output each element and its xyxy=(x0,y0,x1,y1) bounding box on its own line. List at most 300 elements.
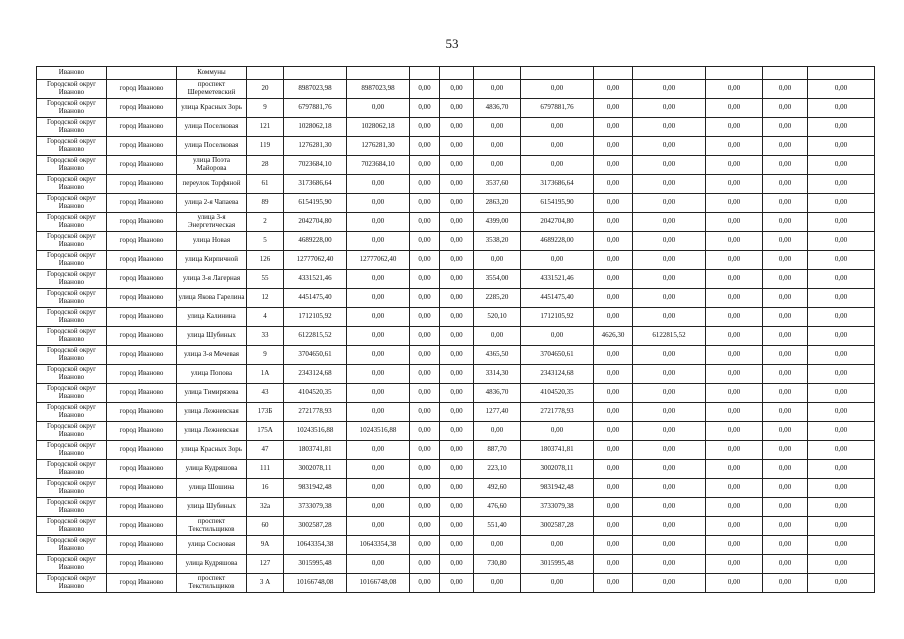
table-cell xyxy=(474,67,521,80)
table-cell: 0,00 xyxy=(410,194,440,213)
table-cell: 7023684,10 xyxy=(284,156,347,175)
table-cell: 0,00 xyxy=(763,213,808,232)
table-cell: улица Лежневская xyxy=(177,422,247,441)
table-cell: город Иваново xyxy=(107,384,177,403)
table-cell: 119 xyxy=(247,137,284,156)
table-row xyxy=(37,175,875,194)
table-cell: 0,00 xyxy=(440,574,474,593)
table-cell: 47 xyxy=(247,441,284,460)
table-cell: 0,00 xyxy=(594,365,633,384)
table-cell: 28 xyxy=(247,156,284,175)
table-cell: 0,00 xyxy=(474,574,521,593)
table-cell: 0,00 xyxy=(763,194,808,213)
table-cell: город Иваново xyxy=(107,365,177,384)
table-cell: Городской округ Иваново xyxy=(37,517,107,536)
table-cell: 0,00 xyxy=(440,137,474,156)
table-cell: 0,00 xyxy=(440,251,474,270)
table-row xyxy=(37,403,875,422)
table-row xyxy=(37,118,875,137)
table-cell: 173Б xyxy=(247,403,284,422)
table-cell: 0,00 xyxy=(763,498,808,517)
table-cell: 6797881,76 xyxy=(284,99,347,118)
table-cell: 0,00 xyxy=(347,517,410,536)
table-cell: проспект Шереметевский xyxy=(177,80,247,99)
table-cell: 0,00 xyxy=(706,460,763,479)
table-cell: 0,00 xyxy=(440,232,474,251)
table-cell: улица Новая xyxy=(177,232,247,251)
table-cell: 492,60 xyxy=(474,479,521,498)
table-cell: 2343124,68 xyxy=(521,365,594,384)
table-cell: 32а xyxy=(247,498,284,517)
table-cell: Городской округ Иваново xyxy=(37,213,107,232)
table-cell: 0,00 xyxy=(347,555,410,574)
table-cell: Городской округ Иваново xyxy=(37,403,107,422)
table-cell xyxy=(440,67,474,80)
table-cell: 0,00 xyxy=(440,479,474,498)
table-cell: город Иваново xyxy=(107,194,177,213)
table-cell: 2721778,93 xyxy=(284,403,347,422)
table-cell: 0,00 xyxy=(594,232,633,251)
table-cell: 0,00 xyxy=(410,251,440,270)
table-cell: город Иваново xyxy=(107,80,177,99)
table-cell: 0,00 xyxy=(521,536,594,555)
table-cell: Городской округ Иваново xyxy=(37,441,107,460)
table-cell: 0,00 xyxy=(706,327,763,346)
table-cell: 0,00 xyxy=(633,422,706,441)
table-cell: 2721778,93 xyxy=(521,403,594,422)
table-cell: 0,00 xyxy=(808,422,875,441)
table-cell: 0,00 xyxy=(440,346,474,365)
table-cell: 4 xyxy=(247,308,284,327)
table-cell: улица 2-я Чапаева xyxy=(177,194,247,213)
table-cell: 0,00 xyxy=(594,289,633,308)
table-cell: 0,00 xyxy=(440,175,474,194)
table-cell: 0,00 xyxy=(440,498,474,517)
table-cell: 3015995,48 xyxy=(284,555,347,574)
table-cell: 16 xyxy=(247,479,284,498)
table-cell: город Иваново xyxy=(107,498,177,517)
table-cell: 3015995,48 xyxy=(521,555,594,574)
table-cell: 0,00 xyxy=(440,403,474,422)
table-cell: 0,00 xyxy=(633,194,706,213)
table-cell: 12777062,40 xyxy=(347,251,410,270)
table-cell: 0,00 xyxy=(410,536,440,555)
table-cell: 2 xyxy=(247,213,284,232)
table-cell: 0,00 xyxy=(633,175,706,194)
table-cell: 0,00 xyxy=(706,479,763,498)
table-cell: улица Тимирязева xyxy=(177,384,247,403)
table-cell: 0,00 xyxy=(763,251,808,270)
table-cell: 1712105,92 xyxy=(284,308,347,327)
table-cell: улица Кудряшова xyxy=(177,460,247,479)
table-cell: 0,00 xyxy=(440,289,474,308)
table-cell: 0,00 xyxy=(633,99,706,118)
table-cell: 0,00 xyxy=(808,327,875,346)
table-cell: 0,00 xyxy=(347,213,410,232)
table-cell: 0,00 xyxy=(808,251,875,270)
table-cell: 1028062,18 xyxy=(284,118,347,137)
table-cell: 0,00 xyxy=(763,289,808,308)
table-cell: 0,00 xyxy=(763,232,808,251)
table-cell xyxy=(808,67,875,80)
table-cell: 0,00 xyxy=(410,308,440,327)
table-row xyxy=(37,232,875,251)
table-cell: 0,00 xyxy=(410,137,440,156)
table-cell: 0,00 xyxy=(474,536,521,555)
table-row xyxy=(37,194,875,213)
table-cell: 0,00 xyxy=(808,403,875,422)
table-cell: Городской округ Иваново xyxy=(37,422,107,441)
table-cell: улица Поселковая xyxy=(177,137,247,156)
table-cell: 887,70 xyxy=(474,441,521,460)
table-cell: 0,00 xyxy=(594,517,633,536)
table-cell: 121 xyxy=(247,118,284,137)
table-cell: 0,00 xyxy=(440,194,474,213)
table-cell: 0,00 xyxy=(763,270,808,289)
table-row xyxy=(37,422,875,441)
table-cell: 0,00 xyxy=(633,251,706,270)
table-cell: город Иваново xyxy=(107,251,177,270)
table-cell: улица 3-я Лагерная xyxy=(177,270,247,289)
table-cell: 0,00 xyxy=(763,403,808,422)
table-cell: 476,60 xyxy=(474,498,521,517)
table-cell: 0,00 xyxy=(706,213,763,232)
table-cell: 0,00 xyxy=(521,422,594,441)
table-cell: 3173686,64 xyxy=(521,175,594,194)
table-cell: Иваново xyxy=(37,67,107,80)
table-cell: Городской округ Иваново xyxy=(37,156,107,175)
table-cell: 0,00 xyxy=(347,232,410,251)
table-cell: 0,00 xyxy=(808,308,875,327)
table-cell: 0,00 xyxy=(594,270,633,289)
table-cell: Городской округ Иваново xyxy=(37,555,107,574)
table-cell xyxy=(107,67,177,80)
table-cell: 8987023,98 xyxy=(347,80,410,99)
table-cell: 0,00 xyxy=(440,327,474,346)
table-cell: 0,00 xyxy=(410,479,440,498)
table-cell: 0,00 xyxy=(347,289,410,308)
table-cell: 0,00 xyxy=(706,99,763,118)
table-cell: 0,00 xyxy=(763,574,808,593)
table-cell: 12 xyxy=(247,289,284,308)
table-cell: 2863,20 xyxy=(474,194,521,213)
table-cell: Городской округ Иваново xyxy=(37,118,107,137)
table-cell: 2343124,68 xyxy=(284,365,347,384)
table-cell: 3733079,38 xyxy=(521,498,594,517)
table-cell: 1276281,30 xyxy=(347,137,410,156)
table-cell: город Иваново xyxy=(107,403,177,422)
table-cell: 0,00 xyxy=(410,365,440,384)
table-cell: 0,00 xyxy=(410,460,440,479)
table-cell: 9 xyxy=(247,99,284,118)
table-cell: 0,00 xyxy=(594,346,633,365)
table-cell: Коммуны xyxy=(177,67,247,80)
table-cell: 0,00 xyxy=(633,118,706,137)
table-row xyxy=(37,99,875,118)
table-cell: 0,00 xyxy=(410,213,440,232)
table-cell: 0,00 xyxy=(763,346,808,365)
table-cell: 223,10 xyxy=(474,460,521,479)
table-cell: улица Поэта Майорова xyxy=(177,156,247,175)
table-cell: 0,00 xyxy=(633,289,706,308)
table-cell: 0,00 xyxy=(763,384,808,403)
table-cell: Городской округ Иваново xyxy=(37,270,107,289)
table-cell: Городской округ Иваново xyxy=(37,175,107,194)
table-cell: 10643354,38 xyxy=(284,536,347,555)
table-cell: 0,00 xyxy=(763,517,808,536)
table-cell: 0,00 xyxy=(410,441,440,460)
table-cell: Городской округ Иваново xyxy=(37,327,107,346)
table-cell: город Иваново xyxy=(107,346,177,365)
table-cell: 0,00 xyxy=(594,403,633,422)
table-cell: улица Красных Зорь xyxy=(177,441,247,460)
table-cell: 0,00 xyxy=(763,80,808,99)
table-cell: 0,00 xyxy=(440,99,474,118)
table-cell: 4104520,35 xyxy=(521,384,594,403)
table-cell: 6122815,52 xyxy=(284,327,347,346)
table-cell: Городской округ Иваново xyxy=(37,498,107,517)
table-cell: Городской округ Иваново xyxy=(37,251,107,270)
table-row xyxy=(37,517,875,536)
table-cell: 0,00 xyxy=(594,194,633,213)
table-cell: 2285,20 xyxy=(474,289,521,308)
table-cell: 0,00 xyxy=(521,574,594,593)
table-cell: улица 3-я Энергетическая xyxy=(177,213,247,232)
table-cell: 0,00 xyxy=(594,498,633,517)
table-cell: улица Шошина xyxy=(177,479,247,498)
table-cell: 0,00 xyxy=(808,175,875,194)
table-cell: 1712105,92 xyxy=(521,308,594,327)
table-cell: 0,00 xyxy=(410,118,440,137)
table-cell: 6154195,90 xyxy=(521,194,594,213)
table-cell: город Иваново xyxy=(107,137,177,156)
table-cell: 0,00 xyxy=(474,156,521,175)
table-cell: 0,00 xyxy=(347,194,410,213)
table-cell: 0,00 xyxy=(410,156,440,175)
table-cell: 0,00 xyxy=(633,460,706,479)
table-cell: улица Красных Зорь xyxy=(177,99,247,118)
table-cell: 1277,40 xyxy=(474,403,521,422)
table-cell: 0,00 xyxy=(594,422,633,441)
table-cell: 4104520,35 xyxy=(284,384,347,403)
table-cell: 0,00 xyxy=(706,289,763,308)
table-cell: 0,00 xyxy=(633,517,706,536)
table-cell: 0,00 xyxy=(763,536,808,555)
table-cell: 0,00 xyxy=(633,365,706,384)
table-cell: улица Попова xyxy=(177,365,247,384)
table-cell: 3704650,61 xyxy=(521,346,594,365)
table-cell: 0,00 xyxy=(474,118,521,137)
table-row xyxy=(37,308,875,327)
table-cell: 0,00 xyxy=(347,270,410,289)
table-row xyxy=(37,156,875,175)
table-cell: 175А xyxy=(247,422,284,441)
table-cell: проспект Текстильщиков xyxy=(177,574,247,593)
table-cell: 0,00 xyxy=(633,403,706,422)
table-cell: 10643354,38 xyxy=(347,536,410,555)
table-cell: 0,00 xyxy=(763,479,808,498)
table-cell: 0,00 xyxy=(808,137,875,156)
table-cell: 4689228,00 xyxy=(284,232,347,251)
table-cell: 0,00 xyxy=(763,365,808,384)
table-cell: улица Кудряшова xyxy=(177,555,247,574)
table-row xyxy=(37,137,875,156)
table-cell: 0,00 xyxy=(410,574,440,593)
table-cell: 0,00 xyxy=(706,422,763,441)
table-cell: 0,00 xyxy=(594,441,633,460)
table-cell: 0,00 xyxy=(808,536,875,555)
table-cell: 0,00 xyxy=(808,289,875,308)
table-cell: 0,00 xyxy=(347,99,410,118)
table-cell xyxy=(410,67,440,80)
table-cell: 10243516,88 xyxy=(347,422,410,441)
table-cell: 89 xyxy=(247,194,284,213)
table-cell: 4626,30 xyxy=(594,327,633,346)
table-cell: 0,00 xyxy=(763,555,808,574)
table-cell: город Иваново xyxy=(107,574,177,593)
table-cell: 0,00 xyxy=(706,536,763,555)
table-cell: 0,00 xyxy=(410,517,440,536)
table-cell: 0,00 xyxy=(347,308,410,327)
table-cell: 0,00 xyxy=(706,251,763,270)
table-cell: 33 xyxy=(247,327,284,346)
table-cell: 0,00 xyxy=(633,232,706,251)
table-row xyxy=(37,251,875,270)
table-cell: 0,00 xyxy=(474,137,521,156)
table-cell: 730,80 xyxy=(474,555,521,574)
table-cell: 3002587,28 xyxy=(284,517,347,536)
table-cell: 3537,60 xyxy=(474,175,521,194)
table-cell: 0,00 xyxy=(633,156,706,175)
table-cell: 0,00 xyxy=(633,555,706,574)
table-row xyxy=(37,80,875,99)
table-cell xyxy=(284,67,347,80)
table-cell: Городской округ Иваново xyxy=(37,232,107,251)
table-cell: 0,00 xyxy=(706,80,763,99)
table-cell: 0,00 xyxy=(521,118,594,137)
table-cell: 0,00 xyxy=(808,384,875,403)
table-cell: 0,00 xyxy=(521,80,594,99)
table-cell: 0,00 xyxy=(440,384,474,403)
table-cell: 0,00 xyxy=(763,308,808,327)
table-row xyxy=(37,327,875,346)
table-cell: город Иваново xyxy=(107,232,177,251)
table-cell: улица Лежневская xyxy=(177,403,247,422)
table-row xyxy=(37,479,875,498)
table-cell: 0,00 xyxy=(594,251,633,270)
table-cell: улица Кирпичной xyxy=(177,251,247,270)
table-cell: город Иваново xyxy=(107,327,177,346)
table-cell: 3002587,28 xyxy=(521,517,594,536)
table-row xyxy=(37,289,875,308)
table-cell: 520,10 xyxy=(474,308,521,327)
table-cell: 0,00 xyxy=(633,574,706,593)
table-cell: 0,00 xyxy=(706,574,763,593)
table-cell: 0,00 xyxy=(763,441,808,460)
table-cell: город Иваново xyxy=(107,555,177,574)
table-cell: Городской округ Иваново xyxy=(37,365,107,384)
table-cell: 0,00 xyxy=(633,270,706,289)
table-row xyxy=(37,498,875,517)
table-cell: 0,00 xyxy=(594,118,633,137)
table-cell: 0,00 xyxy=(808,99,875,118)
table-row xyxy=(37,365,875,384)
table-cell: 0,00 xyxy=(440,270,474,289)
table-cell: 9А xyxy=(247,536,284,555)
table-cell: город Иваново xyxy=(107,441,177,460)
table-cell: Городской округ Иваново xyxy=(37,289,107,308)
table-cell: 0,00 xyxy=(410,555,440,574)
table-cell: 0,00 xyxy=(706,498,763,517)
table-cell: 0,00 xyxy=(440,517,474,536)
table-cell: город Иваново xyxy=(107,270,177,289)
table-cell: 10166748,08 xyxy=(284,574,347,593)
table-cell: 0,00 xyxy=(521,156,594,175)
table-cell: 3173686,64 xyxy=(284,175,347,194)
table-row xyxy=(37,555,875,574)
table-cell: Городской округ Иваново xyxy=(37,574,107,593)
table-cell: 0,00 xyxy=(706,194,763,213)
table-cell: 1А xyxy=(247,365,284,384)
table-cell: 0,00 xyxy=(808,460,875,479)
table-cell: 0,00 xyxy=(347,403,410,422)
table-cell: Городской округ Иваново xyxy=(37,308,107,327)
table-body xyxy=(37,67,875,593)
table-cell: 0,00 xyxy=(440,460,474,479)
table-cell: 0,00 xyxy=(440,441,474,460)
table-cell: 0,00 xyxy=(763,175,808,194)
table-cell: 1028062,18 xyxy=(347,118,410,137)
table-cell: 0,00 xyxy=(808,270,875,289)
table-cell: 0,00 xyxy=(521,137,594,156)
table-cell: 9831942,48 xyxy=(521,479,594,498)
table-cell: Городской округ Иваново xyxy=(37,346,107,365)
table-cell: 0,00 xyxy=(347,327,410,346)
table-cell: 0,00 xyxy=(474,327,521,346)
table-cell: Городской округ Иваново xyxy=(37,137,107,156)
table-cell: переулок Торфяной xyxy=(177,175,247,194)
table-cell: 0,00 xyxy=(808,194,875,213)
table-cell: 0,00 xyxy=(706,517,763,536)
table-cell: 4451475,40 xyxy=(521,289,594,308)
table-cell: 0,00 xyxy=(706,365,763,384)
table-cell: 0,00 xyxy=(594,384,633,403)
table-cell: 0,00 xyxy=(440,156,474,175)
table-cell xyxy=(706,67,763,80)
table-cell: 0,00 xyxy=(808,80,875,99)
table-row xyxy=(37,384,875,403)
table-cell xyxy=(347,67,410,80)
table-cell: 0,00 xyxy=(763,156,808,175)
table-cell: улица Калинина xyxy=(177,308,247,327)
table-cell: улица Сосновая xyxy=(177,536,247,555)
table-cell: Городской округ Иваново xyxy=(37,460,107,479)
table-cell: 0,00 xyxy=(347,346,410,365)
table-cell: 0,00 xyxy=(347,498,410,517)
table-cell: 2042704,80 xyxy=(284,213,347,232)
table-cell: 0,00 xyxy=(440,536,474,555)
table-cell: 4451475,40 xyxy=(284,289,347,308)
table-cell: 0,00 xyxy=(706,175,763,194)
table-cell: 0,00 xyxy=(474,80,521,99)
table-cell: 0,00 xyxy=(440,80,474,99)
table-cell: 0,00 xyxy=(706,308,763,327)
table-cell: 0,00 xyxy=(808,213,875,232)
table-cell: 0,00 xyxy=(410,289,440,308)
table-cell: 0,00 xyxy=(633,137,706,156)
table-cell: 0,00 xyxy=(594,574,633,593)
table-cell: 0,00 xyxy=(633,308,706,327)
